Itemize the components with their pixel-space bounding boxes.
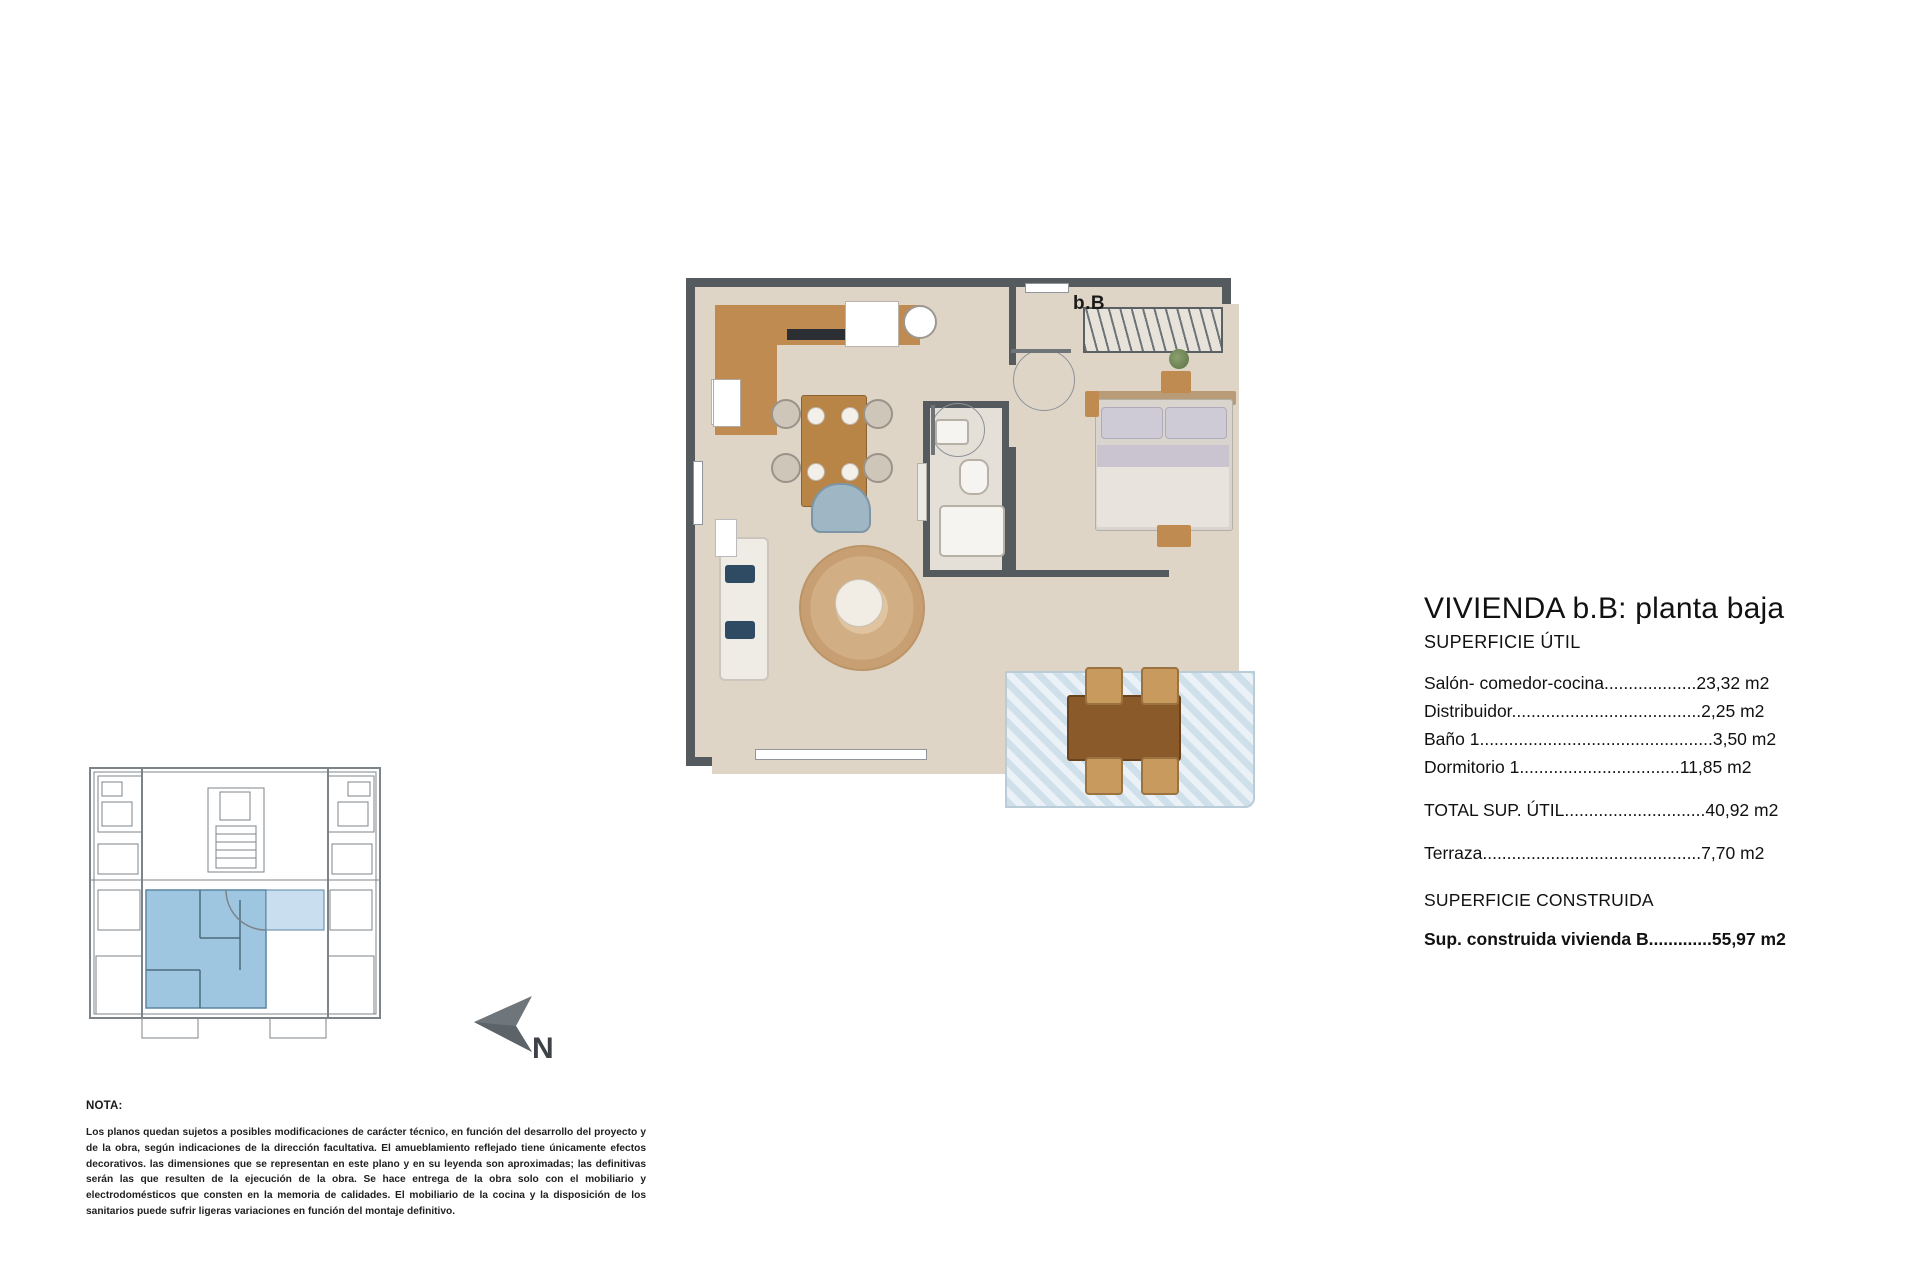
note-title: NOTA: — [86, 1100, 123, 1112]
terrace-label: Terraza — [1424, 843, 1483, 863]
bathroom-wall-bottom — [923, 570, 1009, 577]
unit-label: b.B — [1073, 293, 1106, 314]
dining-plate — [841, 463, 859, 481]
apartment-shell — [686, 278, 1231, 766]
window-south — [755, 749, 927, 760]
room-label: Baño 1 — [1424, 729, 1480, 749]
north-label: N — [532, 1032, 554, 1065]
room-area: 23,32 m2 — [1696, 673, 1770, 693]
north-arrow — [470, 990, 580, 1080]
bathroom-door-arc — [931, 403, 985, 457]
built-section-title: SUPERFICIE CONSTRUIDA — [1424, 890, 1654, 910]
nightstand-right — [1161, 371, 1191, 393]
room-label: Dormitorio 1 — [1424, 757, 1520, 777]
dining-chair — [863, 399, 893, 429]
dining-chair — [771, 453, 801, 483]
floor-plan — [678, 270, 1238, 800]
room-area: 2,25 m2 — [1701, 701, 1765, 721]
hall-wall-right-lower — [1009, 447, 1016, 577]
fridge — [845, 301, 899, 347]
window-north — [1025, 283, 1069, 293]
total-row — [1424, 800, 1854, 821]
pillow — [1101, 407, 1163, 439]
key-plan-drawing — [80, 760, 455, 1050]
nightstand-left — [1085, 391, 1099, 417]
sofa — [719, 537, 769, 681]
total-dots: ............................. — [1564, 800, 1706, 820]
kitchen-sink-icon — [903, 305, 937, 339]
room-row — [1424, 757, 1854, 778]
bedroom-door-arc — [1013, 349, 1075, 411]
compass-icon — [470, 990, 580, 1080]
room-area: 3,50 m2 — [1712, 729, 1777, 749]
floor-plan-drawing — [678, 270, 1238, 790]
dining-plate — [807, 463, 825, 481]
built-label: Sup. construida vivienda B — [1424, 929, 1649, 949]
legend-title: VIVIENDA b.B: planta baja — [1424, 592, 1785, 625]
room-area: 11,85 m2 — [1679, 757, 1752, 777]
total-area: 40,92 m2 — [1705, 800, 1779, 820]
room-row — [1424, 701, 1854, 722]
dining-chair — [863, 453, 893, 483]
key-plan-highlight-unit — [146, 890, 324, 1008]
hall-wall-right-upper — [1009, 287, 1016, 365]
plant-icon — [1169, 349, 1189, 369]
bathroom-door-leaf — [931, 405, 935, 455]
total-label: TOTAL SUP. ÚTIL — [1424, 800, 1565, 820]
terrace-area: 7,70 m2 — [1701, 843, 1765, 863]
built-area: 55,97 m2 — [1711, 929, 1786, 949]
bathroom-mirror — [917, 463, 927, 521]
legend-subtitle: SUPERFICIE ÚTIL — [1424, 632, 1581, 652]
coffee-table — [835, 579, 883, 627]
armchair — [811, 483, 871, 533]
toilet — [959, 459, 989, 495]
key-plan — [80, 760, 455, 1060]
terrace-dots: ............................................. — [1482, 843, 1702, 863]
room-row — [1424, 729, 1854, 750]
note-block — [86, 1100, 646, 1220]
legend-panel — [1424, 592, 1854, 957]
sofa-cushion — [725, 565, 755, 583]
bathtub — [939, 505, 1005, 557]
terrace-chair — [1141, 757, 1179, 795]
room-dots: ................................................ — [1479, 729, 1713, 749]
room-dots: ................................. — [1519, 757, 1680, 777]
note-body: Los planos quedan sujetos a posibles modificaciones de carácter técnico, en función del desarrollo del proyecto y de la obra, según indicaciones de la dirección facultativa. El amueblamiento reflejado tiene únicamente efectos decorativos. las dimensiones que se representan en este plano y en su leyenda son aproximadas; las definitivas serán las que resulten de la ejecución de la obra. Se hace entrega de la obra solo con el mobiliario y electrodomésticos que consten en la memoria de calidades. El mobiliario de la cocina y la disposición de los sanitarios puede sufrir ligeras variaciones en función del montaje definitivo. — [86, 1127, 646, 1218]
room-label: Distribuidor — [1424, 701, 1512, 721]
built-row — [1424, 929, 1854, 950]
pillow — [1165, 407, 1227, 439]
sofa-cushion — [725, 621, 755, 639]
terrace-chair — [1085, 667, 1123, 705]
room-dots: ....................................... — [1511, 701, 1702, 721]
kitchen-appliance-block — [713, 379, 741, 427]
room-dots: ................... — [1603, 673, 1697, 693]
dining-chair — [771, 399, 801, 429]
dining-plate — [841, 407, 859, 425]
room-row — [1424, 673, 1854, 694]
side-unit — [715, 519, 737, 557]
terrace-chair — [1085, 757, 1123, 795]
bedroom-bench — [1157, 525, 1191, 547]
built-dots: ............. — [1648, 929, 1712, 949]
terrace-chair — [1141, 667, 1179, 705]
window-west — [693, 461, 703, 525]
duvet-fold — [1097, 445, 1229, 467]
room-label: Salón- comedor-cocina — [1424, 673, 1604, 693]
dining-plate — [807, 407, 825, 425]
bedroom-wall-bottom — [1009, 570, 1169, 577]
terrace-row — [1424, 843, 1854, 864]
bedroom-door-leaf — [1011, 349, 1071, 353]
